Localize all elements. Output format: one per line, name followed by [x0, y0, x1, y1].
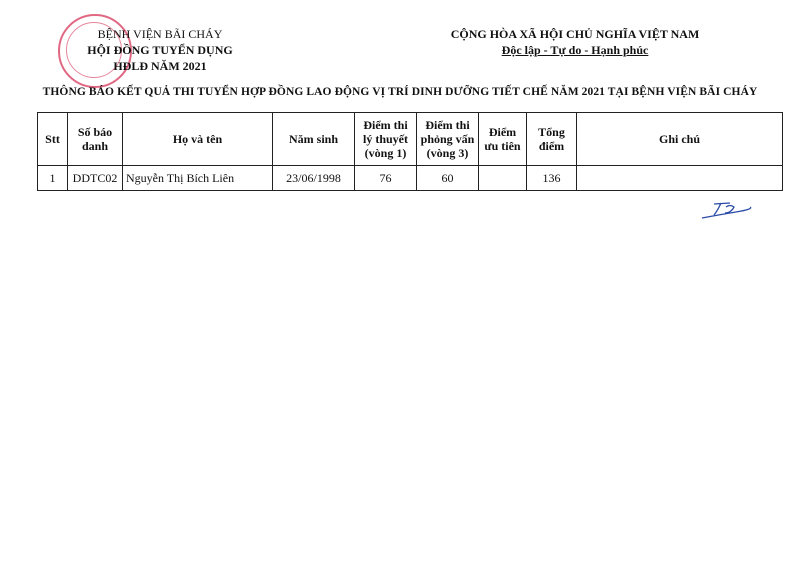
cell-priority-score [479, 166, 527, 191]
cell-theory-score: 76 [355, 166, 417, 191]
col-header-dob: Năm sinh [273, 113, 355, 166]
document-title: THÔNG BÁO KẾT QUẢ THI TUYỂN HỢP ĐỒNG LAO ĐỘNG VỊ TRÍ DINH DƯỠNG TIẾT CHẾ NĂM 2021 TẠI BỆNH VIỆN BÃI CHÁY [42, 86, 758, 98]
table-header-row [38, 113, 783, 166]
hospital-header [60, 26, 260, 74]
cell-sbd: DDTC02 [68, 166, 123, 191]
table-row [38, 166, 783, 191]
cell-total-score: 136 [527, 166, 577, 191]
col-header-priority: Điểm ưu tiên [479, 113, 527, 166]
country-name: CỘNG HÒA XÃ HỘI CHỦ NGHĨA VIỆT NAM [450, 27, 700, 41]
cell-dob: 23/06/1998 [273, 166, 355, 191]
col-header-stt: Stt [38, 113, 68, 166]
committee-name: HỘI ĐỒNG TUYỂN DỤNG [87, 43, 233, 57]
col-header-interview: Điểm thi phỏng vấn (vòng 3) [417, 113, 479, 166]
cell-note [577, 166, 783, 191]
national-motto: Độc lập - Tự do - Hạnh phúc [501, 43, 649, 57]
committee-year: HĐLĐ NĂM 2021 [113, 59, 207, 73]
national-header [440, 26, 710, 58]
cell-stt: 1 [38, 166, 68, 191]
handwritten-signature [700, 198, 752, 222]
col-header-note: Ghi chú [577, 113, 783, 166]
hospital-name: BỆNH VIỆN BÃI CHÁY [97, 27, 223, 41]
col-header-sbd: Số báo danh [68, 113, 123, 166]
results-table [37, 112, 783, 191]
col-header-total: Tổng điểm [527, 113, 577, 166]
col-header-name: Họ và tên [123, 113, 273, 166]
cell-interview-score: 60 [417, 166, 479, 191]
col-header-theory: Điểm thi lý thuyết (vòng 1) [355, 113, 417, 166]
cell-name: Nguyễn Thị Bích Liên [123, 166, 273, 191]
